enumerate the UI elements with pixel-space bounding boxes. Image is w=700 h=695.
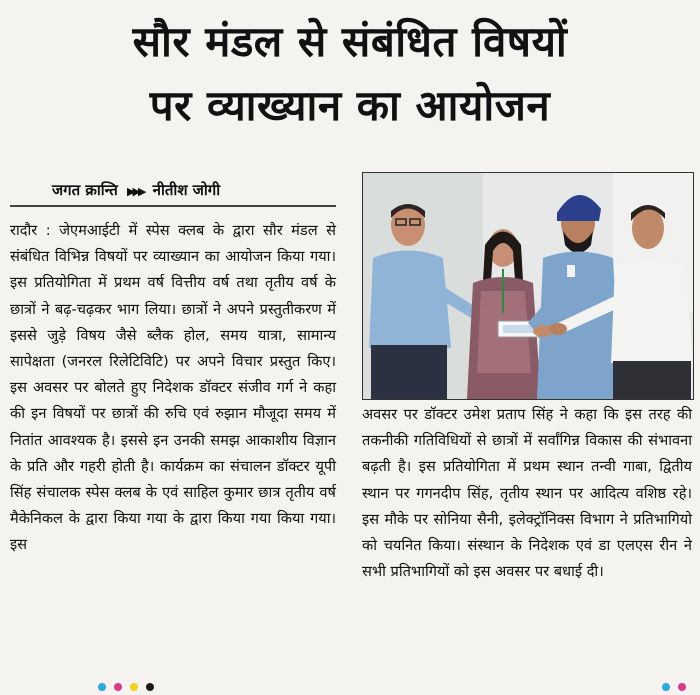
photo-illustration	[363, 173, 693, 399]
print-registration-marks-right	[662, 676, 689, 695]
article-column-left: रादौर : जेएमआईटी में स्पेस क्लब के द्वारा सौर मंडल से संबंधित विभिन्न विषयों पर व्याख्यान का आयोजन किया गया। इस प्रतियोगिता में प्रथम वर्ष वित्तीय वर्ष तथा तृतीय वर्ष के छात्रों ने बढ़-चढ़कर भाग लिया। छात्रों ने अपने प्रस्तुतीकरण में इससे जुड़े विषय जैसे ब्लैक होल, समय यात्रा, सामान्य सापेक्षता (जनरल रिलेटिविटि) पर अपने विचार प्रस्तुत किए। इस अवसर पर बोलते हुए निदेशक डॉक्टर संजीव गर्ग ने कहा की इन विषयों पर छात्रों की रुचि एवं रुझान मौजूदा समय में नितांत आवश्यक है। इससे इन उनकी समझ आकाशीय विज्ञान के प्रति और गहरी होती है। कार्यक्रम का संचालन डॉक्टर यूपी सिंह संचालक स्पेस क्लब के एवं साहिल कुमार छात्र तृतीय वर्ष मैकेनिकल के द्वारा किया गया के द्वारा किया गया किया गया। इस	[10, 222, 336, 554]
article-column-right: अवसर पर डॉक्टर उमेश प्रताप सिंह ने कहा कि इस तरह की तकनीकी गतिविधियों से छात्रों में सर्वांगिन्न विकास की संभावना बढ़ती है। इस प्रतियोगिता में प्रथम स्थान तन्वी गाबा, द्वितीय स्थान पर गगनदीप सिंह, तृतीय स्थान पर आदित्य वशिष्ठ रहे। इस मौके पर सोनिया सैनी, इलेक्ट्रॉनिक्स विभाग ने प्रतिभागियो को चयनित किया। संस्थान के निदेशक एवं डा एलएस रीन ने सभी प्रतिभागियों को इस अवसर पर बधाई दी।	[362, 406, 692, 581]
print-mark-yellow	[130, 683, 138, 691]
triple-arrow-icon: ▶▶▶	[127, 185, 144, 198]
publication-name: जगत क्रान्ति	[52, 181, 118, 199]
headline	[0, 10, 700, 138]
headline-line-2: पर व्याख्यान का आयोजन	[149, 81, 551, 130]
print-mark-cyan	[98, 683, 106, 691]
byline-rule	[10, 205, 336, 207]
award-ceremony-photo	[362, 172, 694, 400]
print-mark-cyan	[662, 683, 670, 691]
print-registration-marks	[98, 676, 157, 695]
headline-line-1: सौर मंडल से संबंधित विषयों	[132, 17, 568, 66]
print-mark-black	[146, 683, 154, 691]
byline	[52, 180, 220, 200]
print-mark-magenta	[678, 683, 686, 691]
reporter-name: नीतीश जोगी	[152, 181, 221, 199]
print-mark-magenta	[114, 683, 122, 691]
